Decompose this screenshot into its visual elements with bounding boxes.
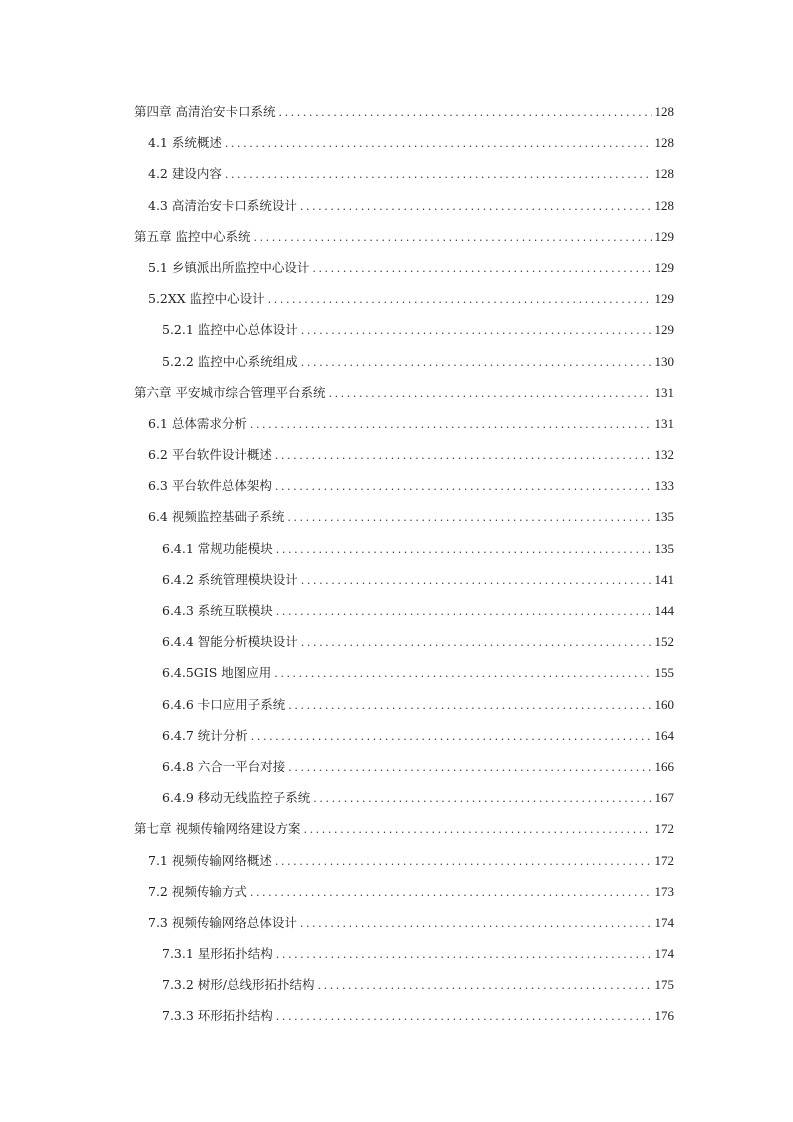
- toc-entry-title: 6.4.9 移动无线监控子系统: [162, 790, 311, 806]
- toc-entry[interactable]: [134, 314, 674, 345]
- toc-entry[interactable]: [134, 813, 674, 844]
- toc-entry-page: 173: [654, 883, 674, 899]
- toc-entry-title: 4.2 建设内容: [148, 166, 222, 182]
- toc-entry[interactable]: [134, 689, 674, 720]
- toc-entry-page: 128: [654, 135, 674, 151]
- dot-leader: [275, 440, 652, 471]
- dot-leader: [288, 752, 651, 783]
- toc-entry-title: 7.1 视频传输网络概述: [148, 852, 272, 868]
- toc-entry-page: 166: [654, 758, 674, 774]
- toc-entry[interactable]: [134, 969, 674, 1000]
- toc-entry-title: 第六章 平安城市综合管理平台系统: [134, 384, 326, 400]
- toc-entry-title: 5.2XX 监控中心设计: [148, 291, 265, 307]
- toc-entry-page: 128: [654, 166, 674, 182]
- toc-entry-page: 152: [654, 634, 674, 650]
- toc-entry-title: 6.4.2 系统管理模块设计: [162, 571, 298, 587]
- dot-leader: [303, 814, 651, 845]
- toc-entry[interactable]: [134, 1000, 674, 1031]
- toc-entry-page: 160: [654, 696, 674, 712]
- dot-leader: [251, 721, 652, 752]
- toc-entry-title: 6.4 视频监控基础子系统: [148, 509, 285, 525]
- toc-entry-page: 167: [654, 790, 674, 806]
- toc-entry-title: 6.4.4 智能分析模块设计: [162, 634, 298, 650]
- toc-entry-page: 141: [654, 571, 674, 587]
- toc-entry-title: 6.4.1 常规功能模块: [162, 540, 273, 556]
- dot-leader: [287, 502, 651, 533]
- toc-entry[interactable]: [134, 876, 674, 907]
- dot-leader: [276, 1001, 652, 1032]
- toc-entry-page: 131: [654, 384, 674, 400]
- toc-entry-page: 155: [654, 665, 674, 681]
- toc-entry-page: 128: [654, 104, 674, 119]
- toc-entry-title: 第七章 视频传输网络建设方案: [134, 821, 301, 837]
- dot-leader: [300, 191, 652, 222]
- toc-entry[interactable]: [134, 377, 674, 408]
- toc-entry-title: 6.4.5GIS 地图应用: [162, 665, 272, 681]
- toc-entry-page: 135: [654, 540, 674, 556]
- dot-leader: [300, 908, 652, 939]
- toc-entry-title: 第五章 监控中心系统: [134, 228, 251, 244]
- toc-entry[interactable]: [134, 907, 674, 938]
- dot-leader: [318, 970, 652, 1001]
- dot-leader: [276, 534, 652, 565]
- toc-entry-page: 128: [654, 197, 674, 213]
- toc-entry[interactable]: [134, 938, 674, 969]
- dot-leader: [253, 222, 651, 253]
- dot-leader: [288, 690, 651, 721]
- toc-entry-page: 129: [654, 322, 674, 338]
- toc-entry[interactable]: [134, 564, 674, 595]
- toc-entry-title: 4.3 高清治安卡口系统设计: [148, 197, 297, 213]
- toc-entry[interactable]: [134, 439, 674, 470]
- dot-leader: [274, 658, 651, 689]
- toc-entry-page: 174: [654, 946, 674, 962]
- dot-leader: [278, 97, 651, 128]
- dot-leader: [301, 627, 652, 658]
- dot-leader: [225, 159, 652, 190]
- toc-entry-title: 7.3.3 环形拓扑结构: [162, 1008, 273, 1024]
- dot-leader: [250, 409, 652, 440]
- toc-entry-page: 129: [654, 291, 674, 307]
- toc-entry-page: 172: [654, 821, 674, 837]
- toc-entry-title: 6.4.3 系统互联模块: [162, 603, 273, 618]
- toc-entry-page: 133: [654, 478, 674, 494]
- toc-entry-title: 7.2 视频传输方式: [148, 883, 247, 899]
- toc-entry[interactable]: [134, 501, 674, 532]
- dot-leader: [275, 846, 652, 877]
- dot-leader: [301, 347, 652, 378]
- toc-entry[interactable]: [134, 470, 674, 501]
- table-of-contents: [134, 96, 674, 1032]
- toc-entry-page: 176: [654, 1008, 674, 1024]
- dot-leader: [276, 596, 652, 627]
- toc-entry[interactable]: [134, 158, 674, 189]
- toc-entry-page: 174: [654, 914, 674, 930]
- toc-entry-page: 144: [654, 603, 674, 618]
- toc-entry[interactable]: [134, 782, 674, 813]
- toc-entry-page: 164: [654, 727, 674, 743]
- toc-entry-title: 5.1 乡镇派出所监控中心设计: [148, 259, 310, 275]
- toc-entry[interactable]: [134, 127, 674, 158]
- toc-entry-title: 6.3 平台软件总体架构: [148, 478, 272, 494]
- toc-entry[interactable]: [134, 657, 674, 688]
- toc-entry[interactable]: [134, 408, 674, 439]
- toc-entry-page: 132: [654, 447, 674, 463]
- toc-entry-title: 6.1 总体需求分析: [148, 415, 247, 431]
- toc-entry[interactable]: [134, 96, 674, 127]
- toc-entry[interactable]: [134, 845, 674, 876]
- dot-leader: [225, 128, 652, 159]
- toc-entry[interactable]: [134, 190, 674, 221]
- toc-entry-page: 129: [654, 259, 674, 275]
- toc-entry[interactable]: [134, 751, 674, 782]
- toc-entry-title: 4.1 系统概述: [148, 135, 222, 151]
- dot-leader: [250, 877, 652, 908]
- dot-leader: [312, 253, 651, 284]
- toc-entry-title: 7.3 视频传输网络总体设计: [148, 914, 297, 930]
- toc-entry-title: 5.2.2 监控中心系统组成: [162, 353, 298, 369]
- toc-entry[interactable]: [134, 221, 674, 252]
- toc-entry-page: 129: [654, 228, 674, 244]
- toc-entry-title: 5.2.1 监控中心总体设计: [162, 322, 298, 338]
- toc-entry[interactable]: [134, 252, 674, 283]
- toc-entry[interactable]: [134, 283, 674, 314]
- dot-leader: [301, 315, 652, 346]
- dot-leader: [276, 939, 652, 970]
- dot-leader: [301, 565, 652, 596]
- toc-entry-title: 6.2 平台软件设计概述: [148, 447, 272, 463]
- toc-entry-page: 175: [654, 977, 674, 993]
- toc-entry-title: 第四章 高清治安卡口系统: [134, 104, 276, 119]
- toc-entry[interactable]: [134, 595, 674, 626]
- toc-entry-page: 172: [654, 852, 674, 868]
- toc-entry-title: 6.4.8 六合一平台对接: [162, 758, 286, 774]
- toc-entry-title: 6.4.6 卡口应用子系统: [162, 696, 286, 712]
- toc-entry-title: 6.4.7 统计分析: [162, 727, 248, 743]
- toc-entry-title: 7.3.1 星形拓扑结构: [162, 946, 273, 962]
- toc-entry[interactable]: [134, 533, 674, 564]
- toc-entry[interactable]: [134, 346, 674, 377]
- toc-entry[interactable]: [134, 626, 674, 657]
- dot-leader: [275, 471, 652, 502]
- toc-entry-page: 131: [654, 415, 674, 431]
- toc-entry-title: 7.3.2 树形/总线形拓扑结构: [162, 977, 315, 993]
- dot-leader: [313, 783, 651, 814]
- toc-entry-page: 135: [654, 509, 674, 525]
- toc-entry-page: 130: [654, 353, 674, 369]
- dot-leader: [328, 378, 651, 409]
- dot-leader: [268, 284, 652, 315]
- toc-entry[interactable]: [134, 720, 674, 751]
